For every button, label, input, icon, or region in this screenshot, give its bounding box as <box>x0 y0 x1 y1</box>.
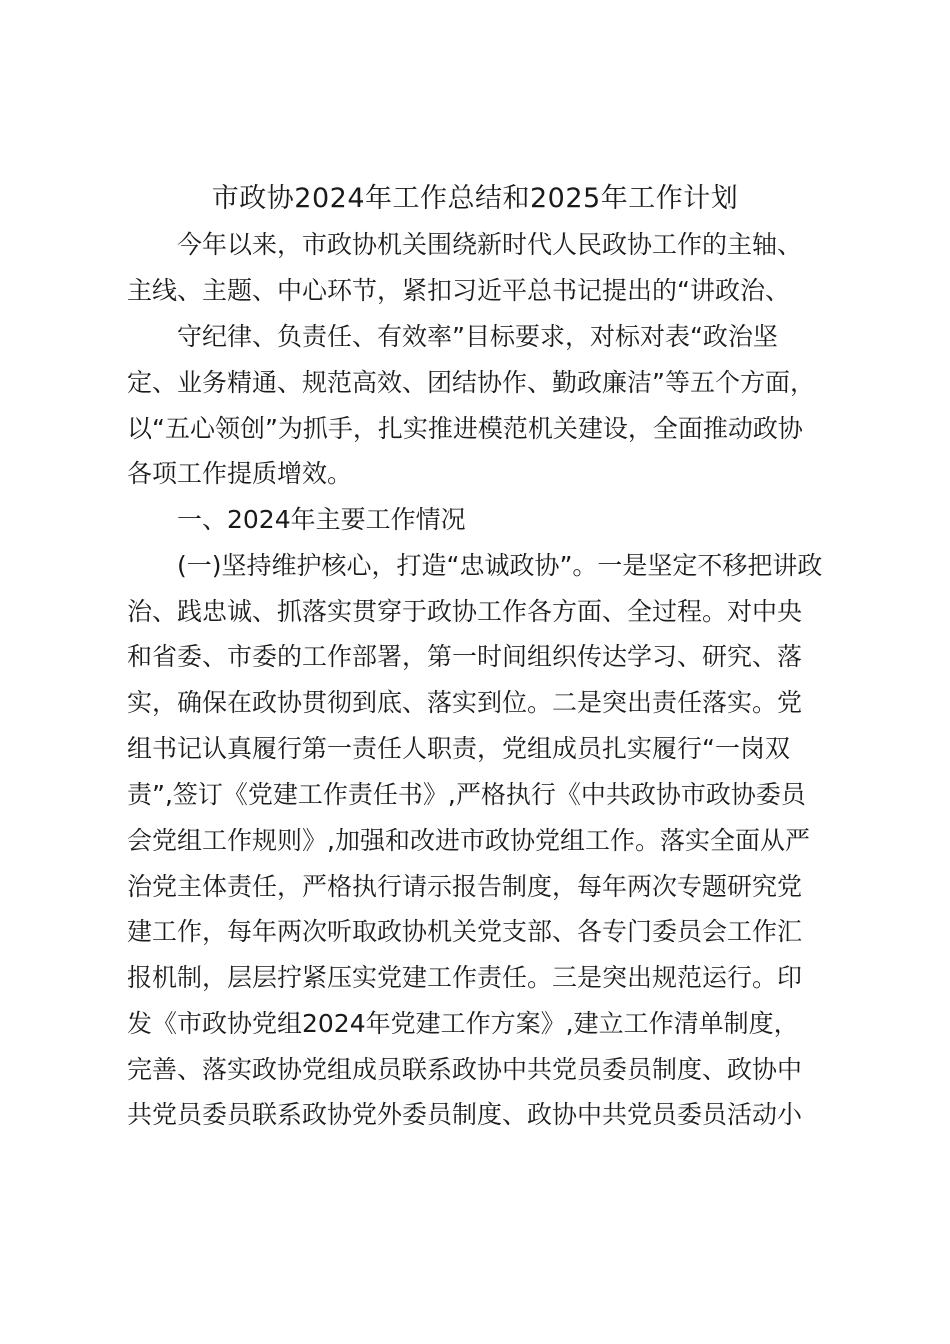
paragraph-line: 治、践忠诚、抓落实贯穿于政协工作各方面、全过程。对中央 <box>127 597 803 626</box>
section-heading: 一、2024年主要工作情况 <box>177 505 466 534</box>
paragraph-line: 建工作，每年两次听取政协机关党支部、各专门委员会工作汇 <box>127 917 803 946</box>
paragraph-line: 完善、落实政协党组成员联系政协中共党员委员制度、政协中 <box>127 1055 803 1084</box>
paragraph-line: 实，确保在政协贯彻到底、落实到位。二是突出责任落实。党 <box>127 688 803 717</box>
paragraph-line: 报机制，层层拧紧压实党建工作责任。三是突出规范运行。印 <box>127 963 803 992</box>
paragraph-line: 组书记认真履行第一责任人职责，党组成员扎实履行“一岗双 <box>127 734 790 763</box>
paragraph-line: 主线、主题、中心环节，紧扣习近平总书记提出的“讲政治、 <box>127 276 790 305</box>
paragraph-line: 各项工作提质增效。 <box>127 459 353 488</box>
document-title: 市政协2024年工作总结和2025年工作计划 <box>211 183 739 214</box>
paragraph-line: 和省委、市委的工作部署，第一时间组织传达学习、研究、落 <box>127 642 803 671</box>
paragraph-line: (一)坚持维护核心，打造“忠诚政协”。一是坚定不移把讲政 <box>177 551 823 580</box>
paragraph-line: 守纪律、负责任、有效率”目标要求，对标对表“政治坚 <box>177 322 778 351</box>
paragraph-line: 责”,签订《党建工作责任书》,严格执行《中共政协市政协委员 <box>127 780 806 809</box>
paragraph-line: 发《市政协党组2024年党建工作方案》,建立工作清单制度， <box>127 1009 799 1038</box>
paragraph-line: 会党组工作规则》,加强和改进市政协党组工作。落实全面从严 <box>127 826 810 855</box>
paragraph-line: 今年以来，市政协机关围绕新时代人民政协工作的主轴、 <box>177 230 803 259</box>
paragraph-line: 以“五心领创”为抓手，扎实推进模范机关建设，全面推动政协 <box>127 414 803 443</box>
paragraph-line: 共党员委员联系政协党外委员制度、政协中共党员委员活动小 <box>127 1100 803 1129</box>
paragraph-line: 定、业务精通、规范高效、团结协作、勤政廉洁”等五个方面， <box>127 368 815 397</box>
paragraph-line: 治党主体责任，严格执行请示报告制度，每年两次专题研究党 <box>127 872 803 901</box>
